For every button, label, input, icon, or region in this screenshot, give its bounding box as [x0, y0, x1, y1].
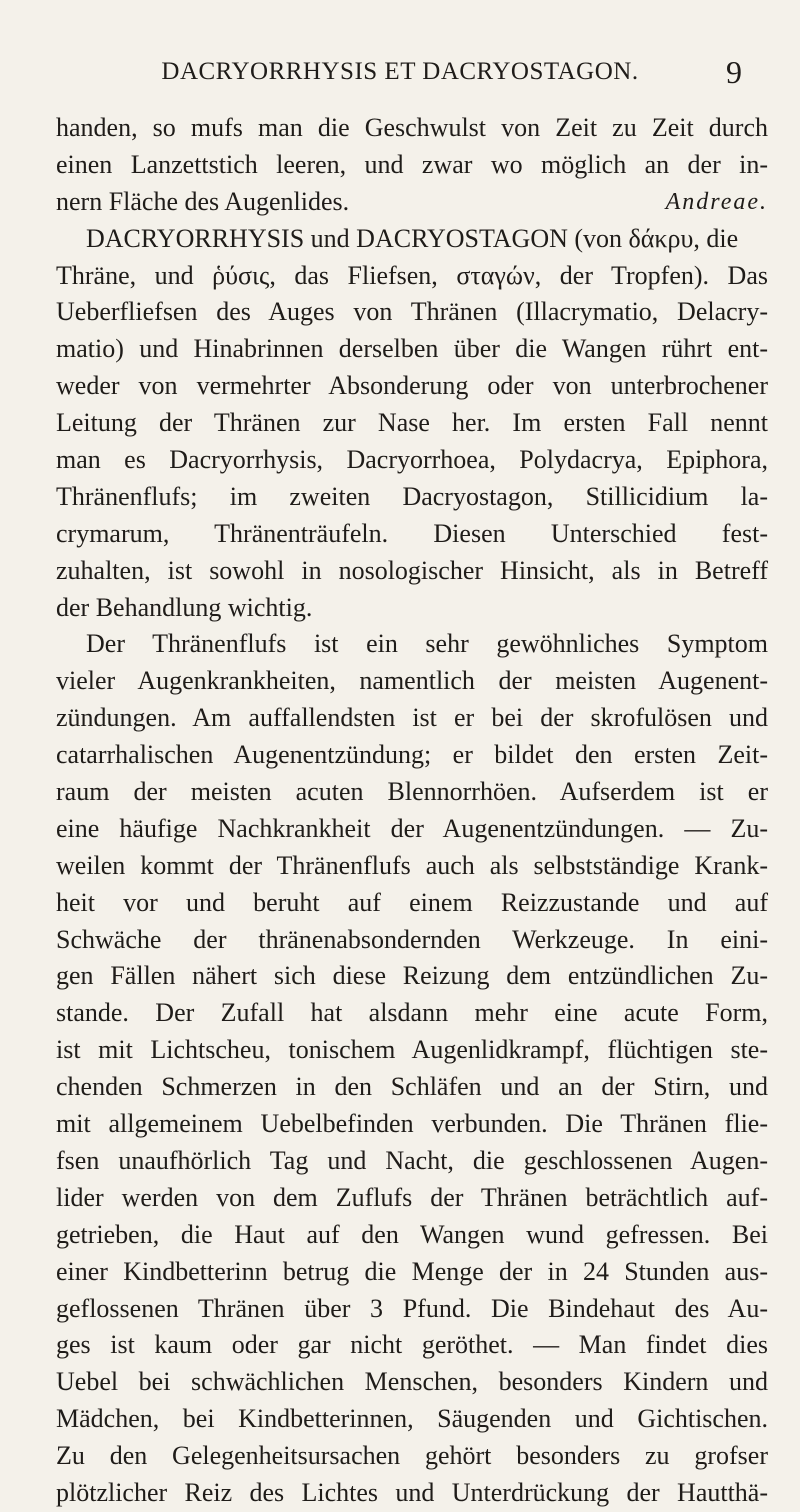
text-line: Mädchen, bei Kindbetterinnen, Säugenden und Gichtischen. [56, 1404, 768, 1434]
text-line: der Behandlung wichtig. [56, 592, 313, 622]
text-line: weilen kommt der Thränenflufs auch als selbstständige Krank- [56, 850, 768, 880]
text-line: handen, so mufs man die Geschwulst von Zeit zu Zeit durch [56, 113, 768, 142]
text-line: einer Kindbetterinn betrug die Menge der in 24 Stunden aus- [56, 1256, 768, 1286]
text-line-content: nern Fläche des Augenlides. [56, 186, 350, 216]
running-title: DACRYORRHYSIS ET DACRYOSTAGON. [161, 58, 639, 85]
text-line: lider werden von dem Zuflufs der Thränen beträchtlich auf- [56, 1182, 768, 1212]
text-line: Thränenflufs; im zweiten Dacryostagon, Stillicidium la- [56, 481, 768, 511]
text-line: Leitung der Thränen zur Nase her. Im ersten Fall nennt [56, 408, 768, 438]
text-line: matio) und Hinabrinnen derselben über die Wangen rührt ent- [56, 334, 768, 364]
text-line: Uebel bei schwächlichen Menschen, besonders Kindern und [56, 1367, 768, 1397]
text-line: Schwäche der thränenabsondernden Werkzeuge. In eini- [56, 924, 768, 954]
text-line: crymarum, Thränenträufeln. Diesen Unterschied fest- [56, 518, 768, 548]
text-line: weder von vermehrter Absonderung oder von unterbrochener [56, 371, 768, 401]
text-line [56, 184, 768, 221]
text-line: Thräne, und ῥύσις, das Fliefsen, σταγών, der Tropfen). Das [56, 260, 768, 290]
text-line: zuhalten, ist sowohl in nosologischer Hinsicht, als in Betreff [56, 555, 768, 585]
text-line: Zu den Gelegenheitsursachen gehört besonders zu grofser [56, 1441, 768, 1471]
text-line: gen Fällen nähert sich diese Reizung dem entzündlichen Zu- [56, 961, 768, 991]
text-line: mit allgemeinem Uebelbefinden verbunden. Die Thränen flie- [56, 1109, 768, 1139]
author-signature: Andreae. [665, 188, 768, 215]
text-line: stande. Der Zufall hat alsdann mehr eine acute Form, [56, 998, 768, 1028]
page-header [56, 54, 744, 98]
text-line: chenden Schmerzen in den Schläfen und an der Stirn, und [56, 1072, 768, 1102]
text-line: einen Lanzettstich leeren, und zwar wo möglich an der in- [56, 149, 768, 179]
text-line: catarrhalischen Augenentzündung; er bildet den ersten Zeit- [56, 740, 768, 770]
entry-heading-line: DACRYORRHYSIS und DACRYOSTAGON (von δάκρυ, die [86, 223, 739, 253]
text-line: heit vor und beruht auf einem Reizzustande und auf [56, 887, 768, 917]
text-line: raum der meisten acuten Blennorrhöen. Aufserdem ist er [56, 777, 768, 807]
text-line: geflossenen Thränen über 3 Pfund. Die Bindehaut des Au- [56, 1293, 768, 1323]
text-line: man es Dacryorrhysis, Dacryorrhoea, Polydacrya, Epiphora, [56, 445, 768, 475]
text-line: zündungen. Am auffallendsten ist er bei der skrofulösen und [56, 703, 768, 733]
text-line: getrieben, die Haut auf den Wangen wund gefressen. Bei [56, 1219, 768, 1249]
text-line: eine häufige Nachkrankheit der Augenentzündungen. — Zu- [56, 813, 768, 843]
text-line: Ueberfliefsen des Auges von Thränen (Illacrymatio, Delacry- [56, 297, 768, 327]
text-line: fsen unaufhörlich Tag und Nacht, die geschlossenen Augen- [56, 1145, 768, 1175]
text-line: ges ist kaum oder gar nicht geröthet. — Man findet dies [56, 1330, 768, 1360]
paragraph-start-line: Der Thränenflufs ist ein sehr gewöhnliches Symptom [86, 629, 768, 659]
text-line: plötzlicher Reiz des Lichtes und Unterdrückung der Hautthä- [56, 1477, 768, 1507]
text-line: ist mit Lichtscheu, tonischem Augenlidkrampf, flüchtigen ste- [56, 1035, 768, 1065]
text-line: vieler Augenkrankheiten, namentlich der meisten Augenent- [56, 666, 768, 696]
page-number: 9 [726, 54, 742, 90]
body-text [56, 110, 768, 1512]
